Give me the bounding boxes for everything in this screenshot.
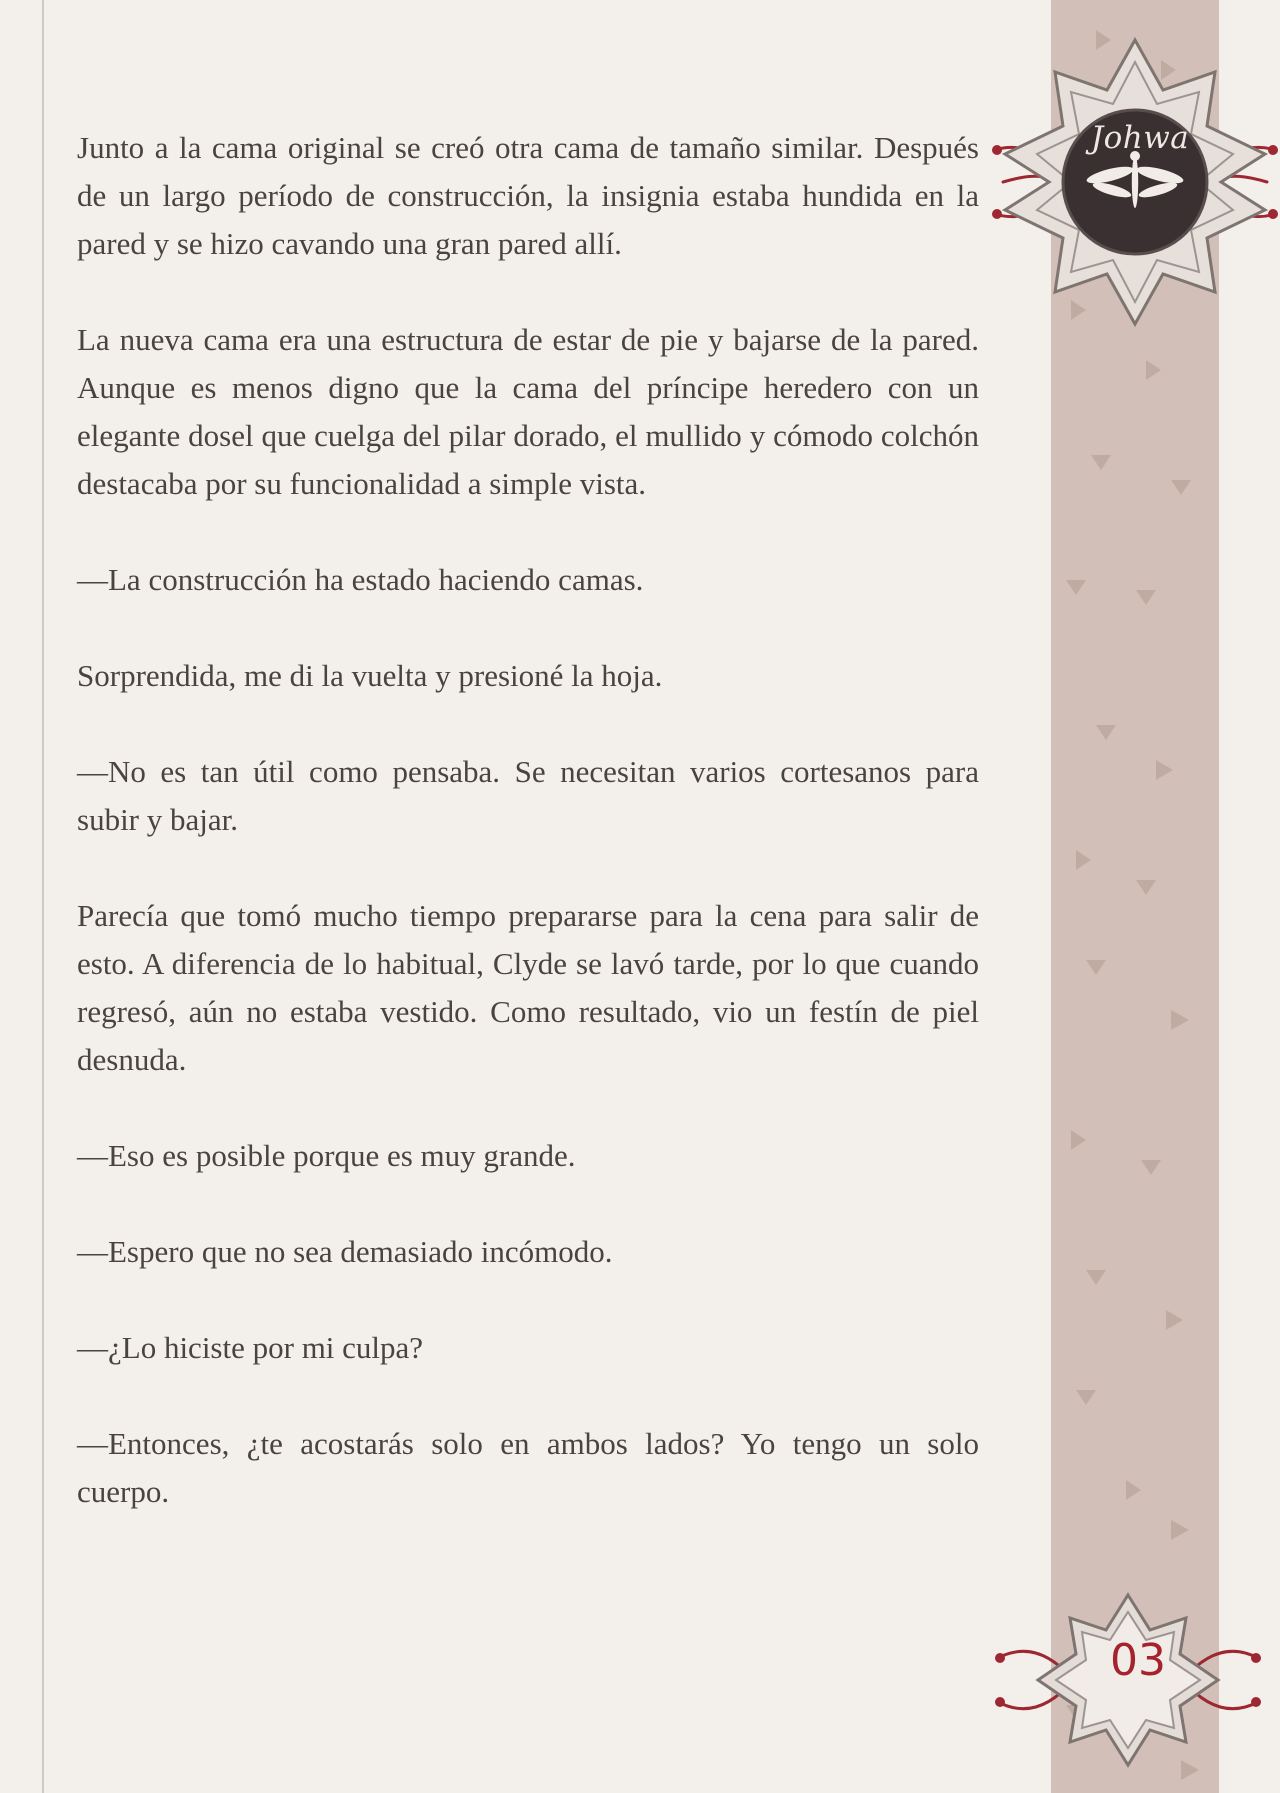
brand-logo-text: Johwa [1090,120,1190,156]
johwa-emblem [985,32,1280,332]
paragraph: —Entonces, ¿te acostarás solo en ambos lados? Yo tengo un solo cuerpo. [77,1426,979,1509]
page-margin-rule [42,0,44,1793]
chapter-text [77,124,979,1564]
paragraph: —No es tan útil como pensaba. Se necesitan varios cortesanos para subir y bajar. [77,754,979,837]
paragraph: Junto a la cama original se creó otra cama de tamaño similar. Después de un largo período de construcción, la insignia estaba hundida en la pared y se hizo cavando una gran pared allí. [77,130,979,261]
page-number: 03 [1110,1635,1166,1686]
paragraph: —Espero que no sea demasiado incómodo. [77,1234,613,1269]
paragraph: —¿Lo hiciste por mi culpa? [77,1330,424,1365]
paragraph: Parecía que tomó mucho tiempo prepararse para la cena para salir de esto. A diferencia de lo habitual, Clyde se lavó tarde, por lo que cuando regresó, aún no estaba vestido. Como resultado, vio un festín de piel desnuda. [77,898,979,1077]
paragraph: —Eso es posible porque es muy grande. [77,1138,576,1173]
paragraph: —La construcción ha estado haciendo camas. [77,562,644,597]
paragraph: Sorprendida, me di la vuelta y presioné la hoja. [77,658,663,693]
paragraph: La nueva cama era una estructura de estar de pie y bajarse de la pared. Aunque es menos digno que la cama del príncipe heredero con un elegante dosel que cuelga del pilar dorado, el mullido y cómodo colchón destacaba por su funcionalidad a simple vista. [77,322,979,501]
